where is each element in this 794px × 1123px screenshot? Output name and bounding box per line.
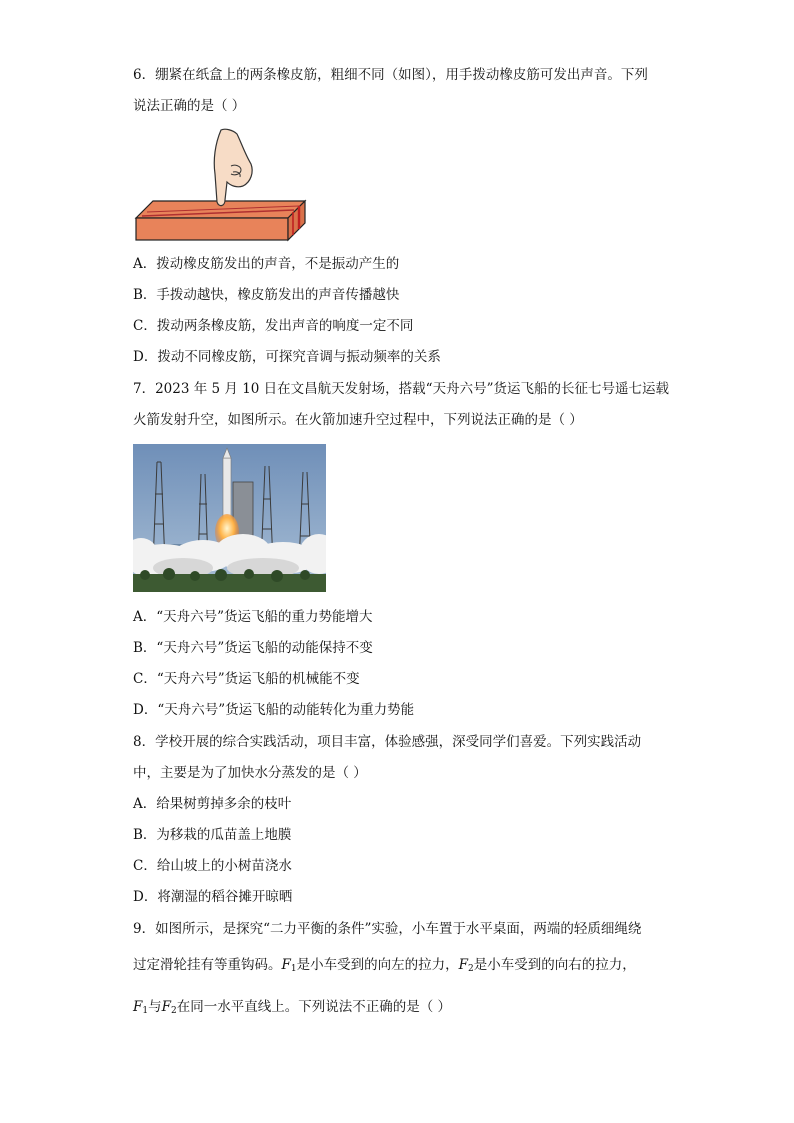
question-7-option-b[interactable]: B．“天舟六号”货运飞船的动能保持不变 xyxy=(133,640,373,656)
force-f2-symbol: F xyxy=(458,957,468,973)
question-9-stem-line-2-mid: 是小车受到的向左的拉力， xyxy=(296,957,459,973)
question-9-stem-line-3 xyxy=(133,998,451,1020)
question-8-stem-line-2: 中，主要是为了加快水分蒸发的是（ ） xyxy=(133,765,367,781)
question-8-option-b[interactable]: B．为移栽的瓜苗盖上地膜 xyxy=(133,827,292,843)
force-f1-subscript: 1 xyxy=(290,964,297,974)
question-7-option-d[interactable]: D．“天舟六号”货运飞船的动能转化为重力势能 xyxy=(133,702,415,718)
question-7-stem-line-1: 7．2023 年 5 月 10 日在文昌航天发射场，搭载“天舟六号”货运飞船的长征七号遥七运载 xyxy=(133,381,669,397)
question-7-stem-line-2: 火箭发射升空，如图所示。在火箭加速升空过程中，下列说法正确的是（ ） xyxy=(133,412,583,428)
question-6-option-c[interactable]: C．拨动两条橡皮筋，发出声音的响度一定不同 xyxy=(133,318,414,334)
force-f2-subscript: 2 xyxy=(467,964,474,974)
question-7-option-a[interactable]: A．“天舟六号”货运飞船的重力势能增大 xyxy=(133,609,373,625)
force-f2-subscript: 2 xyxy=(170,1006,177,1016)
question-9-stem-line-2-end: 是小车受到的向右的拉力， xyxy=(473,957,636,973)
hand-plucking-rubber-band-box-icon xyxy=(133,124,308,244)
question-9-stem-line-2 xyxy=(133,956,636,978)
question-9-stem-line-1: 9．如图所示，是探究“二力平衡的条件”实验，小车置于水平桌面，两端的轻质细绳绕 xyxy=(133,921,642,937)
force-f1-symbol: F xyxy=(133,999,143,1015)
force-f1-subscript: 1 xyxy=(142,1006,149,1016)
question-9-stem-line-3-mid: 与 xyxy=(148,999,162,1015)
question-8-stem-line-1: 8．学校开展的综合实践活动，项目丰富，体验感强，深受同学们喜爱。下列实践活动 xyxy=(133,734,642,750)
question-6-option-b[interactable]: B．手拨动越快，橡皮筋发出的声音传播越快 xyxy=(133,287,400,303)
question-8-option-a[interactable]: A．给果树剪掉多余的枝叶 xyxy=(133,796,292,812)
force-f2-symbol: F xyxy=(161,999,171,1015)
rocket-launch-photo-icon xyxy=(133,444,326,592)
force-f1-symbol: F xyxy=(281,957,291,973)
question-9-stem-line-3-end: 在同一水平直线上。下列说法不正确的是（ ） xyxy=(176,999,452,1015)
question-6-option-d[interactable]: D．拨动不同橡皮筋，可探究音调与振动频率的关系 xyxy=(133,349,441,365)
question-6-stem-line-2: 说法正确的是（ ） xyxy=(133,98,246,114)
question-7-option-c[interactable]: C．“天舟六号”货运飞船的机械能不变 xyxy=(133,671,360,687)
question-8-option-c[interactable]: C．给山坡上的小树苗浇水 xyxy=(133,858,292,874)
question-8-option-d[interactable]: D．将潮湿的稻谷摊开晾晒 xyxy=(133,889,293,905)
question-9-stem-line-2-start: 过定滑轮挂有等重钩码。 xyxy=(133,957,282,973)
question-6-option-a[interactable]: A．拨动橡皮筋发出的声音，不是振动产生的 xyxy=(133,256,400,272)
question-6-stem-line-1: 6．绷紧在纸盒上的两条橡皮筋，粗细不同（如图），用手拨动橡皮筋可发出声音。下列 xyxy=(133,67,648,83)
